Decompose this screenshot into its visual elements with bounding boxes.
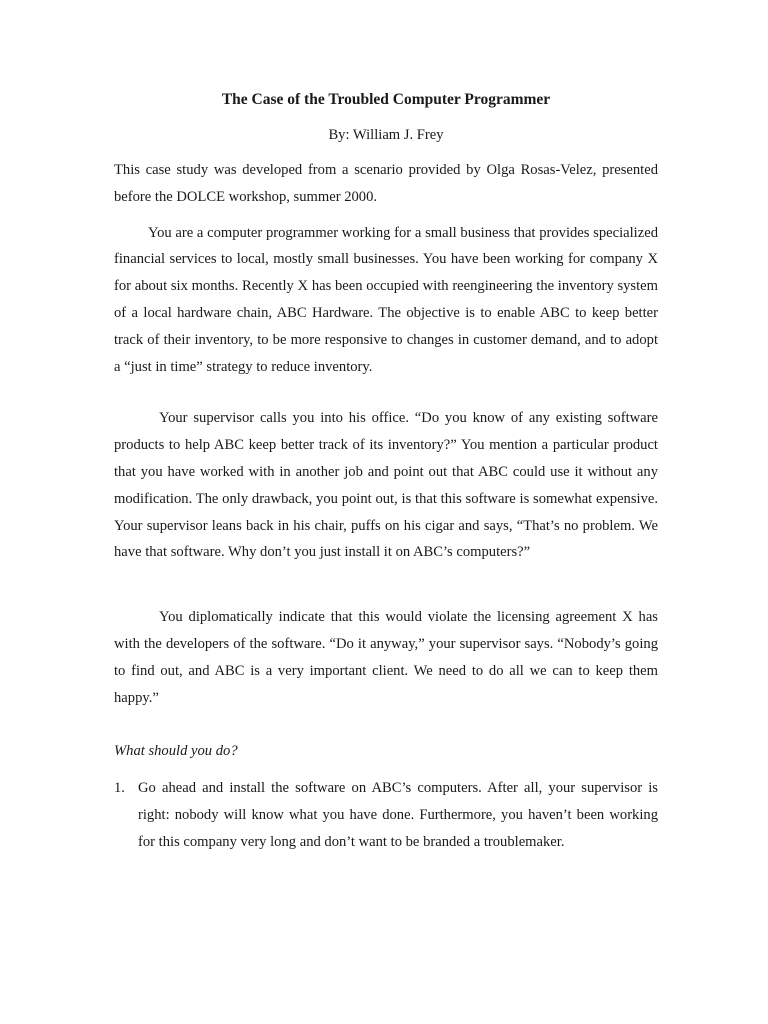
options-list	[114, 775, 658, 855]
document-page	[114, 88, 658, 856]
author-byline: By: William J. Frey	[328, 127, 444, 143]
question-heading: What should you do?	[114, 743, 238, 760]
option-number: 1.	[114, 780, 125, 797]
intro-paragraph: This case study was developed from a scenario provided by Olga Rosas-Velez, presented before the DOLCE workshop, summer 2000.	[114, 162, 658, 205]
option-text: Go ahead and install the software on ABC’s computers. After all, your supervisor is right: nobody will know what you have done. Furthermore, you haven’t been working for this company very long and don’t want to be branded a troublemaker.	[138, 780, 658, 850]
list-item	[114, 775, 658, 855]
document-title: The Case of the Troubled Computer Programmer	[221, 91, 551, 108]
body-paragraph: You are a computer programmer working for a small business that provides specialized financial services to local, mostly small businesses. You have been working for company X for about six months. Recently X has been occupied with reengineering the inventory system of a local hardware chain, ABC Hardware. The objective is to enable ABC to keep better track of their inventory, to be more responsive to changes in customer demand, and to adopt a “just in time” strategy to reduce inventory.	[114, 224, 658, 375]
body-paragraph: Your supervisor calls you into his office. “Do you know of any existing software products to help ABC keep better track of its inventory?” You mention a particular product that you have worked with in another job and point out that ABC could use it without any modification. The only drawback, you point out, is that this software is somewhat expensive. Your supervisor leans back in his chair, puffs on his cigar and says, “That’s no problem. We have that software. Why don’t you just install it on ABC’s computers?”	[114, 410, 658, 561]
body-paragraph: You diplomatically indicate that this would violate the licensing agreement X has with the developers of the software. “Do it anyway,” your supervisor says. “Nobody’s going to find out, and ABC is a very important client. We need to do all we can to keep them happy.”	[114, 609, 658, 706]
